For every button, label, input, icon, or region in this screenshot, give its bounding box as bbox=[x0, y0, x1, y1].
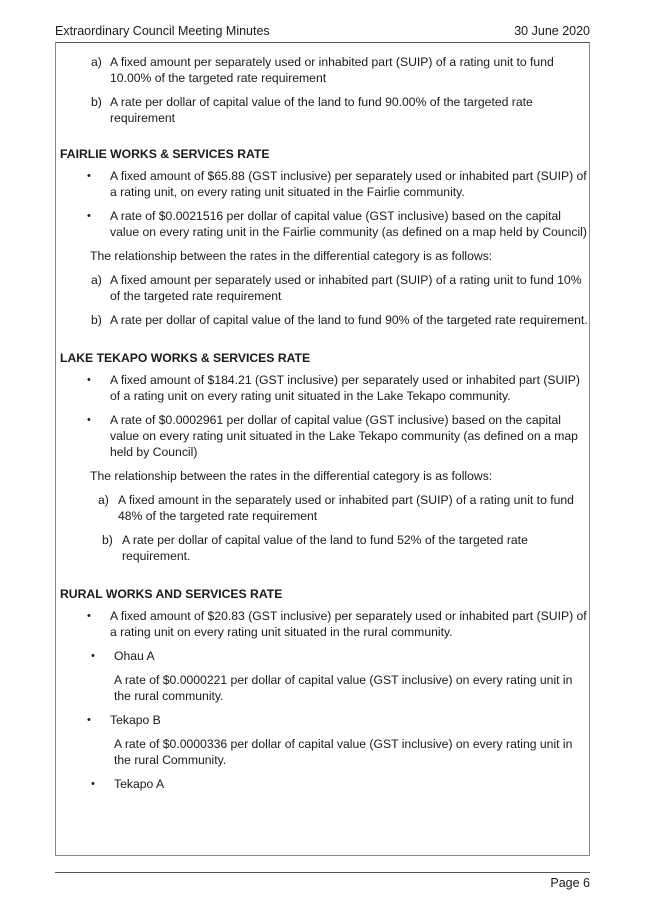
list-item-text: A fixed amount per separately used or inhabited part (SUIP) of a rating unit to fund 10% of the targeted rate requirement bbox=[110, 273, 582, 303]
section-heading-fairlie: FAIRLIE WORKS & SERVICES RATE bbox=[60, 147, 270, 161]
rate-text-tekapo-b: A rate of $0.0000336 per dollar of capital value (GST inclusive) on every rating unit in the rural Community. bbox=[114, 737, 573, 767]
bullet-icon: • bbox=[87, 374, 91, 386]
document-title: Extraordinary Council Meeting Minutes bbox=[55, 24, 270, 38]
bullet-item bbox=[60, 208, 590, 240]
bullet-item bbox=[60, 712, 590, 728]
bullet-label-tekapo-a: Tekapo A bbox=[114, 777, 165, 791]
bullet-text: A fixed amount of $184.21 (GST inclusive) per separately used or inhabited part (SUIP) of a rating unit on every rating unit situated in the Lake Tekapo community. bbox=[110, 373, 580, 403]
bullet-icon: • bbox=[87, 714, 91, 726]
list-item bbox=[60, 54, 590, 86]
meeting-date: 30 June 2020 bbox=[514, 24, 590, 38]
bullet-icon: • bbox=[87, 610, 91, 622]
list-marker: b) bbox=[91, 313, 102, 327]
bullet-text: A fixed amount of $65.88 (GST inclusive) per separately used or inhabited part (SUIP) of a rating unit, on every rating unit situated in the Fairlie community. bbox=[110, 169, 587, 199]
bullet-icon: • bbox=[87, 170, 91, 182]
bullet-item bbox=[60, 648, 590, 664]
list-item bbox=[60, 272, 590, 304]
list-item bbox=[60, 532, 590, 564]
section-heading-rural: RURAL WORKS AND SERVICES RATE bbox=[60, 587, 283, 601]
bullet-icon: • bbox=[91, 778, 95, 790]
list-item-text: A fixed amount per separately used or inhabited part (SUIP) of a rating unit to fund 10.00% of the targeted rate requirement bbox=[110, 55, 554, 85]
page-number: Page 6 bbox=[550, 876, 590, 890]
document-body bbox=[60, 54, 590, 800]
list-item-text: A rate per dollar of capital value of the land to fund 90% of the targeted rate requirement. bbox=[110, 313, 588, 327]
bullet-item bbox=[60, 776, 590, 792]
list-item-text: A rate per dollar of capital value of the land to fund 52% of the targeted rate requirement. bbox=[122, 533, 528, 563]
list-item-text: A fixed amount in the separately used or inhabited part (SUIP) of a rating unit to fund 48% of the targeted rate requirement bbox=[118, 493, 574, 523]
bullet-item bbox=[60, 608, 590, 640]
list-item bbox=[60, 492, 590, 524]
bullet-label-tekapo-b: Tekapo B bbox=[110, 713, 161, 727]
rate-text-ohau-a: A rate of $0.0000221 per dollar of capital value (GST inclusive) on every rating unit in the rural community. bbox=[114, 673, 573, 703]
footer-divider bbox=[55, 872, 590, 873]
list-marker: a) bbox=[91, 273, 102, 287]
bullet-text: A rate of $0.0021516 per dollar of capital value (GST inclusive) based on the capital value on every rating unit in the Fairlie community (as defined on a map held by Council) bbox=[110, 209, 587, 239]
list-item bbox=[60, 312, 590, 328]
bullet-text: A fixed amount of $20.83 (GST inclusive) per separately used or inhabited part (SUIP) of a rating unit on every rating unit situated in the rural community. bbox=[110, 609, 587, 639]
bullet-icon: • bbox=[87, 210, 91, 222]
bullet-item bbox=[60, 412, 590, 460]
bullet-icon: • bbox=[91, 650, 95, 662]
section-heading-lake-tekapo: LAKE TEKAPO WORKS & SERVICES RATE bbox=[60, 351, 311, 365]
list-item bbox=[60, 94, 590, 126]
page-header bbox=[55, 24, 590, 38]
list-marker: a) bbox=[91, 55, 102, 69]
bullet-icon: • bbox=[87, 414, 91, 426]
list-marker: b) bbox=[91, 95, 102, 109]
bullet-item bbox=[60, 168, 590, 200]
list-marker: a) bbox=[98, 493, 109, 507]
list-marker: b) bbox=[102, 533, 113, 547]
relationship-text: The relationship between the rates in the differential category is as follows: bbox=[90, 469, 493, 483]
relationship-text: The relationship between the rates in the differential category is as follows: bbox=[90, 249, 493, 263]
bullet-item bbox=[60, 372, 590, 404]
list-item-text: A rate per dollar of capital value of the land to fund 90.00% of the targeted rate requirement bbox=[110, 95, 533, 125]
bullet-label-ohau-a: Ohau A bbox=[114, 649, 155, 663]
bullet-text: A rate of $0.0002961 per dollar of capital value (GST inclusive) based on the capital value on every rating unit situated in the Lake Tekapo community (as defined on a map held by Council) bbox=[110, 413, 578, 459]
